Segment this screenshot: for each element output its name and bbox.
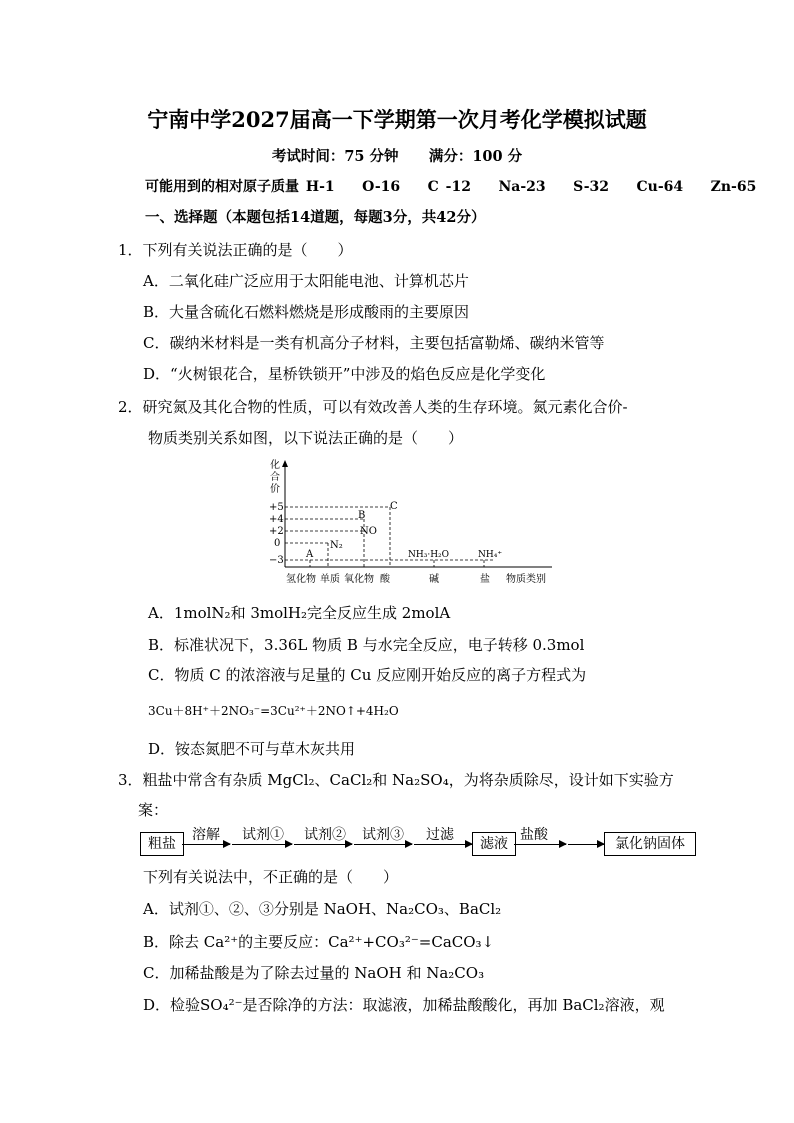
y-tick-minus3: −3 xyxy=(269,555,284,566)
atomic-masses: 可能用到的相对原子质量 H-1 O-16 C -12 Na-23 S-32 Cu-64 Zn-65 xyxy=(145,179,757,195)
flow-step-reagent1: 试剂① xyxy=(242,827,284,843)
flow-step-reagent3: 试剂③ xyxy=(362,827,404,843)
flow-step-filter: 过滤 xyxy=(426,827,454,843)
flow-step-hcl: 盐酸 xyxy=(520,827,548,843)
q2-option-c: C．物质 C 的浓溶液与足量的 Cu 反应刚开始反应的离子方程式为 xyxy=(148,666,587,684)
x-tick-salt: 盐 xyxy=(480,574,490,585)
point-b: B xyxy=(358,510,366,521)
y-tick-zero: 0 xyxy=(274,538,281,549)
point-a: A xyxy=(306,549,314,560)
q3-option-d: D．检验SO₄²⁻是否除净的方法：取滤液，加稀盐酸酸化，再加 BaCl₂溶液，观 xyxy=(143,996,665,1014)
y-axis-label-1: 化 xyxy=(270,460,280,471)
y-axis-arrow xyxy=(282,460,288,467)
x-tick-oxide: 氧化物 xyxy=(344,574,374,585)
q1-option-d: D．“火树银花合，星桥铁锁开”中涉及的焰色反应是化学变化 xyxy=(143,365,546,383)
section-heading: 一、选择题（本题包括14道题，每题3分，共42分） xyxy=(145,209,486,226)
x-tick-hydride: 氢化物 xyxy=(286,574,316,585)
q1-option-b: B．大量含硫化石燃料燃烧是形成酸雨的主要原因 xyxy=(143,303,470,321)
nitrogen-valence-diagram xyxy=(262,456,562,588)
y-tick-plus5: +5 xyxy=(269,502,284,513)
x-tick-element: 单质 xyxy=(320,574,340,585)
q2-option-d: D．铵态氮肥不可与草木灰共用 xyxy=(148,740,356,758)
q2-option-a: A．1molN₂和 3molH₂完全反应生成 2molA xyxy=(148,604,451,622)
flow-filtrate-box: 滤液 xyxy=(472,832,516,856)
flow-arrow-5 xyxy=(414,844,472,845)
x-tick-acid: 酸 xyxy=(380,574,390,585)
page-title: 宁南中学2027届高一下学期第一次月考化学模拟试题 xyxy=(147,107,647,132)
q3-question: 下列有关说法中，不正确的是（ ） xyxy=(143,868,399,886)
q1-stem: 1．下列有关说法正确的是（ ） xyxy=(118,241,353,259)
flow-step-dissolve: 溶解 xyxy=(192,827,220,843)
q2-ionic-equation: 3Cu＋8H⁺＋2NO₃⁻=3Cu²⁺＋2NO↑+4H₂O xyxy=(148,704,399,718)
q2-option-b: B．标准状况下，3.36L 物质 B 与水完全反应，电子转移 0.3mol xyxy=(148,636,585,654)
y-axis-label-2: 合 xyxy=(270,472,280,483)
flow-arrow-7 xyxy=(568,844,604,845)
point-nh4: NH₄⁺ xyxy=(478,550,503,560)
flow-arrow-2 xyxy=(232,844,292,845)
flow-arrow-6 xyxy=(514,844,566,845)
q2-stem-line2: 物质类别关系如图，以下说法正确的是（ ） xyxy=(148,429,464,447)
q3-option-a: A．试剂①、②、③分别是 NaOH、Na₂CO₃、BaCl₂ xyxy=(143,900,502,918)
y-tick-plus2: +2 xyxy=(269,526,284,537)
q3-option-b: B．除去 Ca²⁺的主要反应：Ca²⁺+CO₃²⁻=CaCO₃↓ xyxy=(143,933,495,951)
flow-arrow-1 xyxy=(182,844,230,845)
q2-stem-line1: 2．研究氮及其化合物的性质，可以有效改善人类的生存环境。氮元素化合价- xyxy=(118,398,628,416)
q3-stem-line1: 3．粗盐中常含有杂质 MgCl₂、CaCl₂和 Na₂SO₄，为将杂质除尽，设计如下实验方 xyxy=(118,771,674,789)
q3-stem-line2: 案： xyxy=(138,801,169,819)
q1-option-c: C．碳纳米材料是一类有机高分子材料，主要包括富勒烯、碳纳米管等 xyxy=(143,334,605,352)
flow-end-box: 氯化钠固体 xyxy=(604,832,696,856)
point-n2: N₂ xyxy=(330,540,343,551)
q3-option-c: C．加稀盐酸是为了除去过量的 NaOH 和 Na₂CO₃ xyxy=(143,964,485,982)
y-axis-label-3: 价 xyxy=(270,484,280,495)
exam-info: 考试时间：75 分钟 满分：100 分 xyxy=(271,148,523,165)
x-axis-title: 物质类别 xyxy=(506,574,546,585)
y-tick-plus4: +4 xyxy=(269,514,284,525)
flow-step-reagent2: 试剂② xyxy=(304,827,346,843)
flow-arrow-4 xyxy=(354,844,412,845)
q1-option-a: A．二氧化硅广泛应用于太阳能电池、计算机芯片 xyxy=(143,272,469,290)
point-c: C xyxy=(390,501,398,512)
flow-arrow-3 xyxy=(294,844,352,845)
x-tick-base: 碱 xyxy=(429,574,439,585)
point-no: NO xyxy=(360,526,377,537)
flow-start-box: 粗盐 xyxy=(140,832,184,856)
point-nh3-h2o: NH₃·H₂O xyxy=(408,550,450,560)
